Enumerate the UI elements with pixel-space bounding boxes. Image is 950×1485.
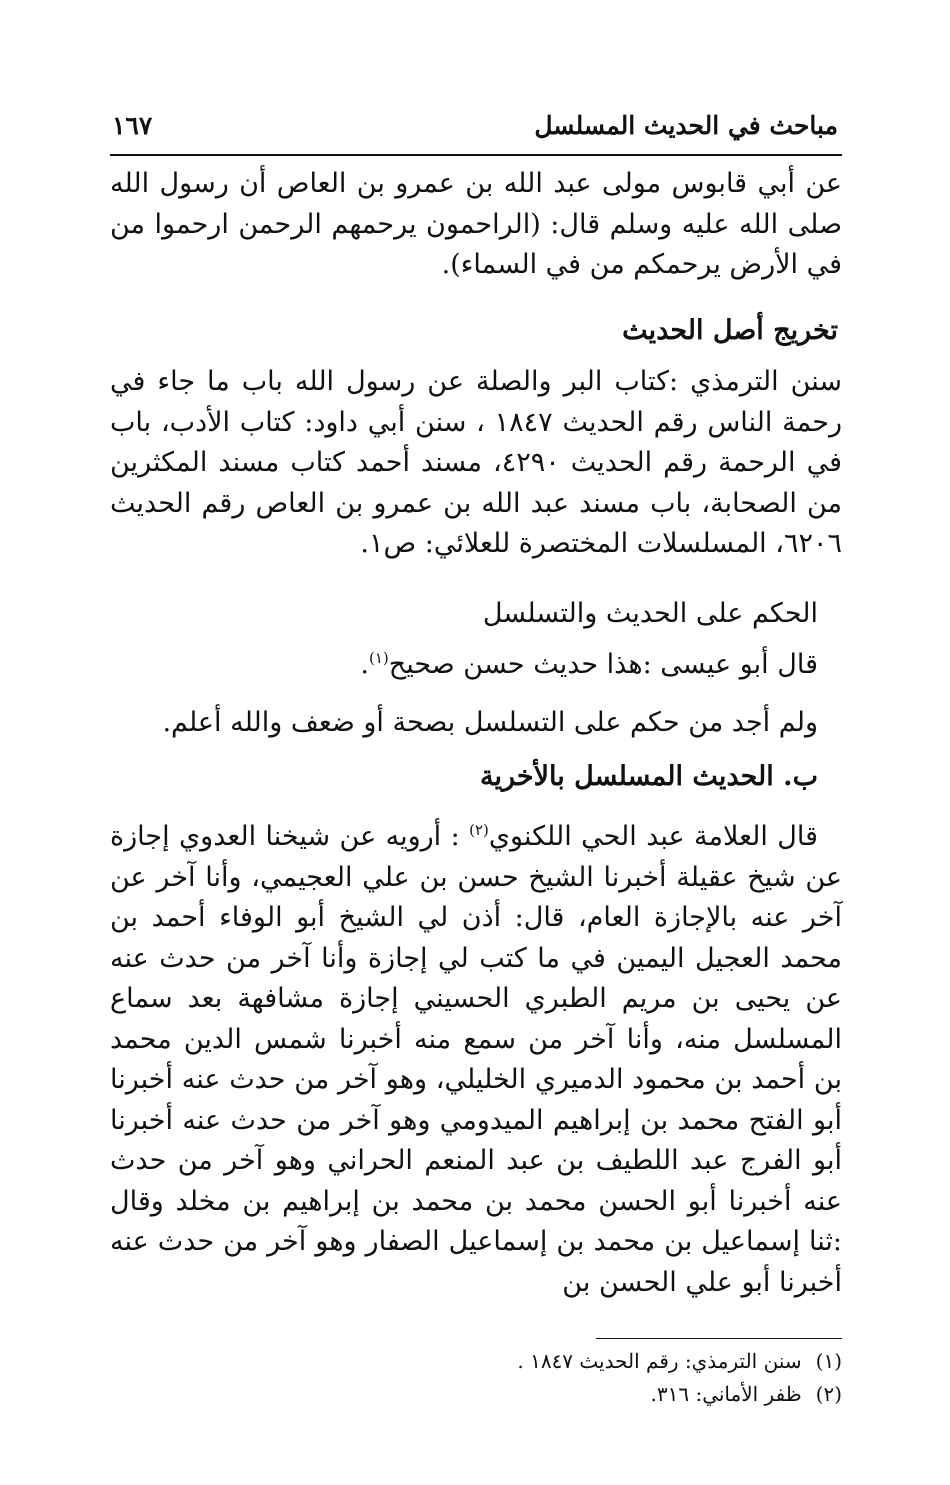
footnote-number: (١) [815,1349,842,1373]
header-rule [110,154,842,156]
footnote-text: ظفر الأماني: ٣١٦. [650,1382,802,1406]
section-heading-akhriya: ب. الحديث المسلسل بالأخرية [480,761,818,792]
isnad-rest: : أرويه عن شيخنا العدوي إجازة عن شيخ عقيلة أخبرنا الشيخ حسن بن علي العجيمي، وأنا آخر عن آخر عنه بالإجازة العام، قال: أذن لي الشيخ أبو الوفاء أحمد بن محمد العجيل اليمين في ما كتب لي إجازة وأنا آخر من حدث عنه عن يحيى بن مريم الطبري الحسيني إجازة مشافهة بعد سماع المسلسل منه، وأنا آخر من سمع منه أخبرنا شمس الدين محمد بن أحمد بن محمود الدميري الخليلي، وهو آخر من حدث عنه أخبرنا أبو الفتح محمد بن إبراهيم الميدومي وهو آخر من حدث عنه أخبرنا أبو الفرج عبد اللطيف بن عبد المنعم الحراني وهو آخر من حدث عنه أخبرنا أبو الحسن محمد بن محمد بن إبراهيم بن مخلد وقال :ثنا إسماعيل بن محمد بن إسماعيل الصفار وهو آخر من حدث عنه أخبرنا أبو علي الحسن بن [110,821,842,1298]
footnote-number: (٢) [815,1382,842,1406]
footnote-ref-2: (٢) [469,821,489,839]
footnote-1 [142,1345,842,1378]
footnote-text: سنن الترمذي: رقم الحديث ١٨٤٧ . [517,1349,802,1373]
hukm-paragraph [110,645,818,686]
footnotes [142,1345,842,1411]
section-heading-takhrij: تخريج أصل الحديث [622,315,838,346]
tasalsul-paragraph: ولم أجد من حكم على التسلسل بصحة أو ضعف والله أعلم. [162,707,818,738]
isnad-paragraph [110,817,842,1303]
footnote-rule [596,1338,842,1339]
hukm-end: . [360,649,369,680]
running-header [112,104,838,146]
takhrij-paragraph: سنن الترمذي :كتاب البر والصلة عن رسول الله باب ما جاء في رحمة الناس رقم الحديث ١٨٤٧ ، سنن أبي داود: كتاب الأدب، باب في الرحمة رقم الحديث ٤٢٩٠، مسند أحمد كتاب مسند المكثرين من الصحابة، باب مسند عبد الله بن عمرو بن العاص رقم الحديث ٦٢٠٦، المسلسلات المختصرة للعلائي: ص١. [110,366,842,559]
footnote-2 [142,1378,842,1411]
running-title: مباحث في الحديث المسلسل [534,110,838,140]
page-number: ١٦٧ [112,110,153,140]
isnad-start: قال العلامة عبد الحي اللكنوي [488,821,819,852]
hukm-text: قال أبو عيسى :هذا حديث حسن صحيح [388,649,818,680]
section-heading-hukm: الحكم على الحديث والتسلسل [482,598,818,629]
hadith-text: عن أبي قابوس مولى عبد الله بن عمرو بن العاص أن رسول الله صلى الله عليه وسلم قال: (الراحمون يرحمهم الرحمن ارحموا من في الأرض يرحمكم من في السماء). [110,168,842,280]
footnote-ref-1: (١) [369,649,389,667]
